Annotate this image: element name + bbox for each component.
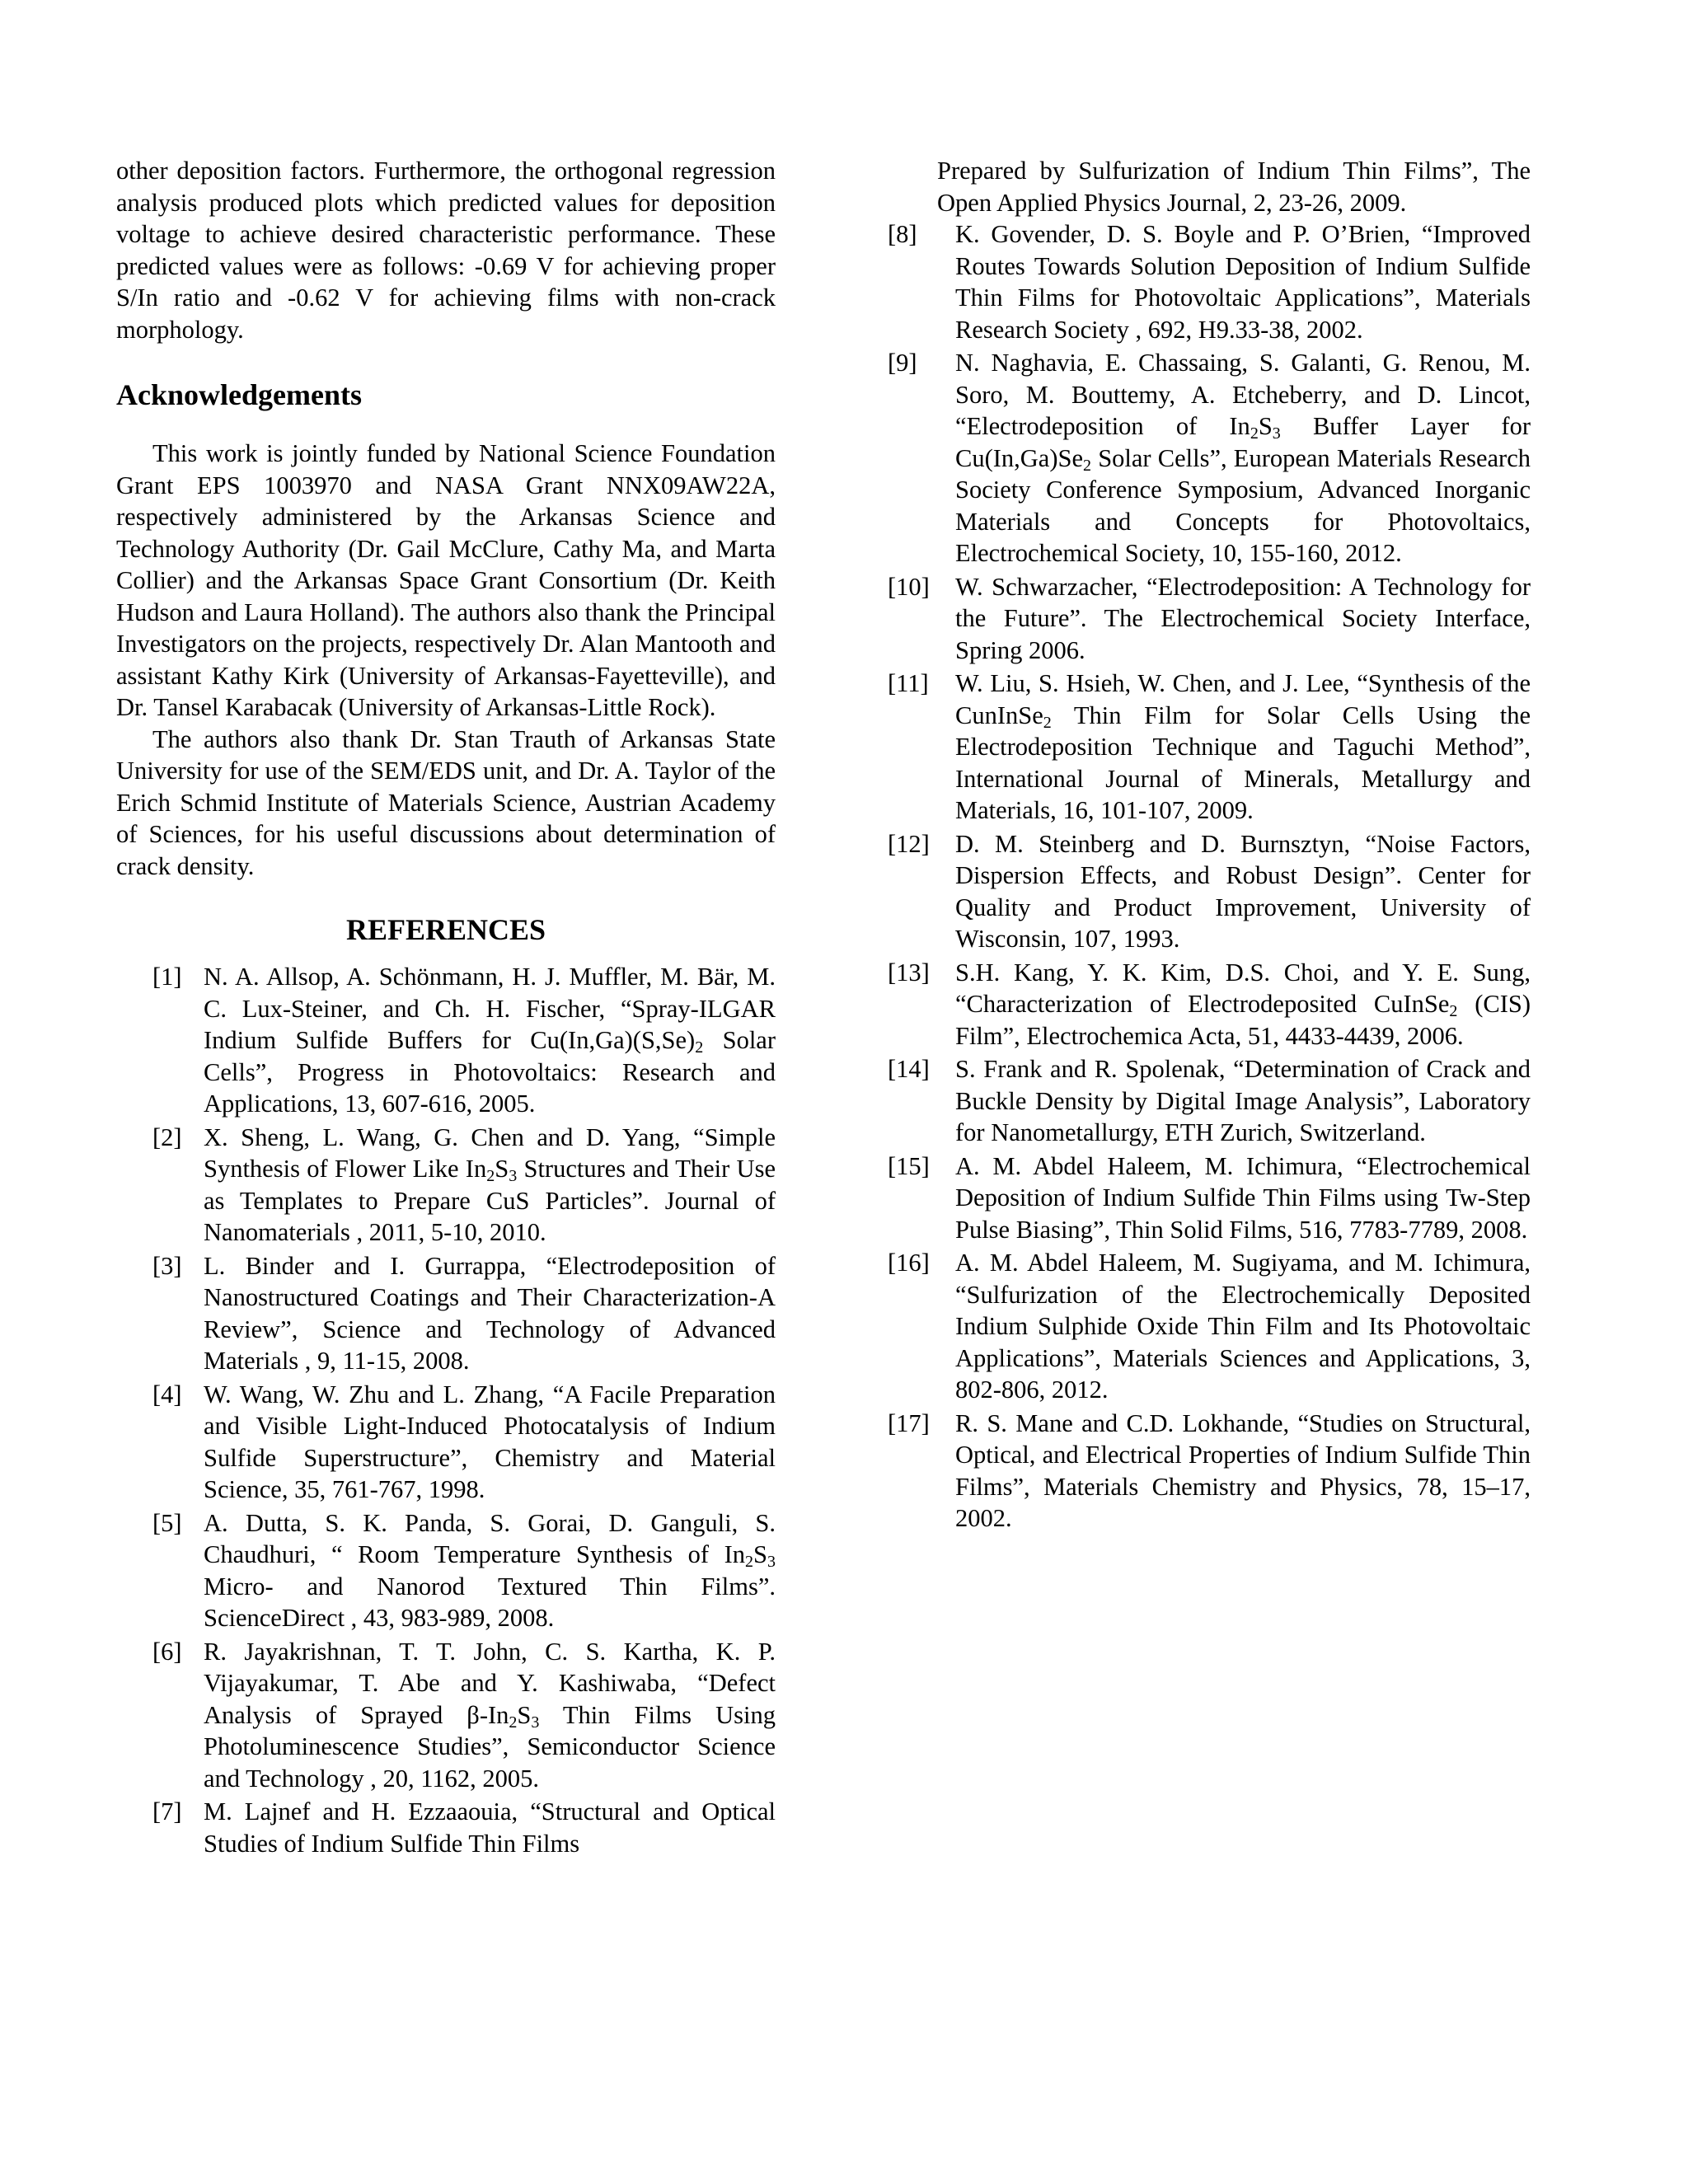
reference-number: [12] xyxy=(888,829,930,858)
acknowledgements-paragraph-1: This work is jointly funded by National Science Foundation Grant EPS 1003970 and NASA Grant NNX09AW22A, respectively administered by the Arkansas Science and Technology Authority (Dr. Gail McClure, Cathy Ma, and Marta Collier) and the Arkansas Space Grant Consortium (Dr. Keith Hudson and Laura Holland). The authors also thank the Principal Investigators on the projects, respectively Dr. Alan Mantooth and assistant Kathy Kirk (University of Arkansas-Fayetteville), and Dr. Tansel Karabacak (University of Arkansas-Little Rock). xyxy=(116,439,776,721)
reference-number: [5] xyxy=(152,1508,182,1537)
reference-number: [3] xyxy=(152,1251,182,1280)
reference-item: [15] A. M. Abdel Haleem, M. Ichimura, “Electrochemical Deposition of Indium Sulfide Thin Films using Tw-Step Pulse Biasing”, Thin Solid Films, 516, 7783-7789, 2008. xyxy=(888,1151,1531,1244)
reference-number: [11] xyxy=(888,669,929,697)
reference-item: [14] S. Frank and R. Spolenak, “Determination of Crack and Buckle Density by Digital Image Analysis”, Laboratory for Nanometallurgy, ETH Zurich, Switzerland. xyxy=(888,1055,1531,1146)
reference-number: [13] xyxy=(888,958,930,987)
reference-item: [1] N. A. Allsop, A. Schönmann, H. J. Muffler, M. Bär, M. C. Lux-Steiner, and Ch. H. Fischer, “Spray-ILGAR Indium Sulfide Buffers for $Cu(In,Ga)(S,Se)_2$ Solar Cells”, Progress in Photovoltaics: Research and Applications, 13, 607-616, 2005. xyxy=(152,963,776,1118)
intro-paragraph: other deposition factors. Furthermore, the orthogonal regression analysis produced plots which predicted values for deposition voltage to achieve desired characteristic performance. These predicted values were as follows: -0.69 V for achieving proper S/In ratio and -0.62 V for achieving films with non-crack morphology. xyxy=(116,157,776,344)
reference-number: [9] xyxy=(888,349,917,377)
reference-item: [10] W. Schwarzacher, “Electrodeposition: A Technology for the Future”. The Electrochemical Society Interface, Spring 2006. xyxy=(888,572,1531,664)
reference-item: [8] K. Govender, D. S. Boyle and P. O’Brien, “Improved Routes Towards Solution Deposition of Indium Sulfide Thin Films for Photovoltaic Applications”, Materials Research Society , 692, H9.33-38, 2002. xyxy=(888,220,1531,344)
reference-number: [16] xyxy=(888,1249,930,1277)
reference-item: [9] N. Naghavia, E. Chassaing, S. Galanti, G. Renou, M. Soro, M. Bouttemy, A. Etcheberry, and D. Lincot, “Electrodeposition of $In_2S_3$ Buffer Layer for $Cu(In,Ga)Se_2$ Solar Cells”, European Materials Research Society Conference Symposium, Advanced Inorganic Materials and Concepts for Photovoltaics, Electrochemical Society, 10, 155-160, 2012. xyxy=(888,349,1531,567)
reference-item: [4] W. Wang, W. Zhu and L. Zhang, “A Facile Preparation and Visible Light-Induced Photocatalysis of Indium Sulfide Superstructure”, Chemistry and Material Science, 35, 761-767, 1998. xyxy=(152,1380,776,1503)
reference-item: [13] S.H. Kang, Y. K. Kim, D.S. Choi, and Y. E. Sung, “Characterization of Electrodeposited CuInSe$_2$ (CIS) Film”, Electrochemica Acta, 51, 4433-4439, 2006. xyxy=(888,958,1531,1050)
reference-number: [6] xyxy=(152,1637,182,1666)
acknowledgements-heading: Acknowledgements xyxy=(116,378,362,411)
reference-item: [11] W. Liu, S. Hsieh, W. Chen, and J. Lee, “Synthesis of the CunInSe$_2$ Thin Film for Solar Cells Using the Electrodeposition Technique and Taguchi Method”, International Journal of Minerals, Metallurgy and Materials, 16, 101-107, 2009. xyxy=(888,669,1531,824)
reference-item: [17] R. S. Mane and C.D. Lokhande, “Studies on Structural, Optical, and Electrical Properties of Indium Sulfide Thin Films”, Materials Chemistry and Physics, 78, 15–17, 2002. xyxy=(888,1408,1531,1532)
acknowledgements-paragraph-2: The authors also thank Dr. Stan Trauth of Arkansas State University for use of the SEM/EDS unit, and Dr. A. Taylor of the Erich Schmid Institute of Materials Science, Austrian Academy of Sciences, for his useful discussions about determination of crack density. xyxy=(116,724,776,880)
reference-continuation: Prepared by Sulfurization of Indium Thin Films”, The Open Applied Physics Journal, 2, 23-26, 2009. xyxy=(937,157,1531,217)
reference-number: [8] xyxy=(888,220,917,248)
reference-number: [14] xyxy=(888,1055,930,1083)
reference-item: [7] M. Lajnef and H. Ezzaaouia, “Structural and Optical Studies of Indium Sulfide Thin Films xyxy=(152,1797,776,1858)
reference-item: [5] A. Dutta, S. K. Panda, S. Gorai, D. Ganguli, S. Chaudhuri, “ Room Temperature Synthesis of $In_2S_3$ Micro- and Nanorod Textured Thin Films”. ScienceDirect , 43, 983-989, 2008. xyxy=(152,1508,776,1632)
reference-item: [3] L. Binder and I. Gurrappa, “Electrodeposition of Nanostructured Coatings and Their Characterization-A Review”, Science and Technology of Advanced Materials , 9, 11-15, 2008. xyxy=(152,1251,776,1375)
reference-number: [15] xyxy=(888,1151,930,1180)
reference-number: [17] xyxy=(888,1408,930,1437)
right-column xyxy=(888,155,1531,1536)
reference-number: [10] xyxy=(888,572,930,601)
reference-number: [4] xyxy=(152,1380,182,1408)
reference-number: [2] xyxy=(152,1122,182,1151)
reference-number: [1] xyxy=(152,963,182,991)
reference-number: [7] xyxy=(152,1797,182,1825)
reference-item: [2] X. Sheng, L. Wang, G. Chen and D. Yang, “Simple Synthesis of Flower Like $In_2S_3$ Structures and Their Use as Templates to Prepare CuS Particles”. Journal of Nanomaterials , 2011, 5-10, 2010. xyxy=(152,1122,776,1246)
reference-item: [12] D. M. Steinberg and D. Burnsztyn, “Noise Factors, Dispersion Effects, and Robust Design”. Center for Quality and Product Improvement, University of Wisconsin, 107, 1993. xyxy=(888,829,1531,953)
left-column xyxy=(116,155,776,1861)
reference-item: [6] R. Jayakrishnan, T. T. John, C. S. Kartha, K. P. Vijayakumar, T. Abe and Y. Kashiwaba, “Defect Analysis of Sprayed $\beta-In_2S_3$ Thin Films Using Photoluminescence Studies”, Semiconductor Science and Technology , 20, 1162, 2005. xyxy=(152,1637,776,1793)
reference-item: [16] A. M. Abdel Haleem, M. Sugiyama, and M. Ichimura, “Sulfurization of the Electrochemically Deposited Indium Sulphide Oxide Thin Film and Its Photovoltaic Applications”, Materials Sciences and Applications, 3, 802-806, 2012. xyxy=(888,1249,1531,1404)
references-heading: REFERENCES xyxy=(345,913,546,946)
